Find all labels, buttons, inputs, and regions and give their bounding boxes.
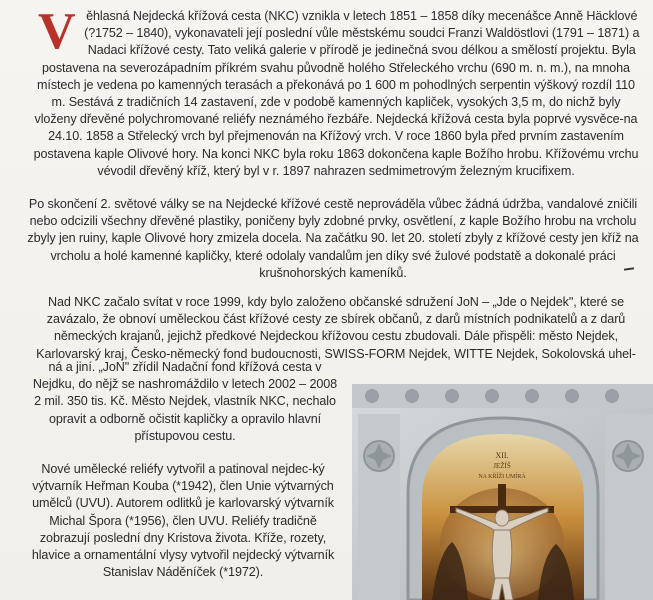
chapel-illustration	[352, 384, 653, 600]
inscription-line-1: XII.	[495, 451, 509, 460]
paragraph-restoration: Nad NKC začalo svítat v roce 1999, kdy bylo založeno občanské sdružení JoN – „Jde o Nejdek", které se zavázalo, že obnoví uměleckou část křížové cesty ze sbírek občanů, z darů místních podnikatelů a z darů německých krajanů, jejichž předkové Nejdeckou křížovou cestu zbudovali. Dále přispěli: město Nejdek, Karlovarský kraj, Česko-německý fond budoucnosti, SWISS-FORM Nejdek, WITTE Nejdek, Sokolovská uhel-	[36, 295, 636, 361]
paragraph-history-text: ěhlasná Nejdecká křížová cesta (NKC) vznikla v letech 1851 – 1858 díky mecenášce Anně Häcklové (?1752 – 1840), vykonavateli její poslední vůle městskému soudci Franzi Waldöstlovi (1791 – 1871) a Nadaci křížové cesty. Tato veliká galerie v přírodě je jedinečná svou délkou a smělostí projektu. Byla postavena na severozápadním příkrém svahu původně holého Střeleckého vrchu (690 m. n. m.), na mnoha místech je vedena po kamenných terasách a překonává po 1 600 m pohodlných serpentin výškový rozdíl 110 m. Sestává z tradičních 14 zastavení, zde v podobě kamenných kapliček, vysokých 3,5 m, do nichž byly vloženy dřevěné polychromované reliéfy neznámého řezbáře. Nejdecká křížová cesta byla poprvé vysvěce-na 24.10. 1858 a Střelecký vrch byl přejmenován na Křížový vrch. V roce 1860 byla před prvním zastavením postavena kaple Olivové hory. Na konci NKC byla roku 1863 dokončena kaple Božího hrobu. Křížovému vrchu vévodil dřevěný kříž, který byl v r. 1897 nahrazen sedmimetrovým železným krucifixem.	[33, 9, 640, 178]
paragraph-decline: Po skončení 2. světové války se na Nejdecké křížové cestě neprováděla vůbec žádná údržba, vandalové zničili nebo odcizili všechny dřevěné plastiky, poničeny byly zdobné prvky, osvětlení, z kaple Božího hrobu na vrcholu zbyly jen ruiny, kaple Olivové hory zmizela docela. Na začátku 90. let 20. století zbyly z křížové cesty jen kříž na vrcholu a holé kamenné kapličky, které odolaly vandalům jen díky své žulové podstatě a dokonalé práci krušnohorských kameníků.	[27, 197, 639, 280]
paragraph-reliefs: Nové umělecké reliéfy vytvořil a patinoval nejdec-ký výtvarník Heřman Kouba (*1942), člen Unie výtvarných umělců (UVU). Autorem odlitků je karlovarský výtvarník Michal Špora (*1956), člen UVU. Reliéfy tradičně zobrazují poslední dny Kristova života. Kříže, rozety, hlavice a ornamentální vlysy vytvořil nejdecký výtvarník Stanislav Náděníček (*1972).	[31, 462, 335, 580]
chapel-photo	[352, 384, 653, 600]
paragraph-history	[30, 3, 642, 180]
inscription-line-2: JEŽÍŠ	[493, 462, 511, 470]
drop-cap: V	[38, 3, 76, 60]
paragraph-restoration-continued: ná a jiní. „JoN" zřídil Nadační fond křížová cesta v Nejdku, do nějž se nashromáždilo v letech 2002 – 2008 2 mil. 350 tis. Kč. Město Nejdek, vlastník NKC, nechalo opravit a odborně očistit kapličky a opravilo hlavní přístupovou cestu.	[32, 360, 338, 443]
inscription-line-3: NA KŘÍŽI UMÍRÁ	[478, 474, 526, 480]
